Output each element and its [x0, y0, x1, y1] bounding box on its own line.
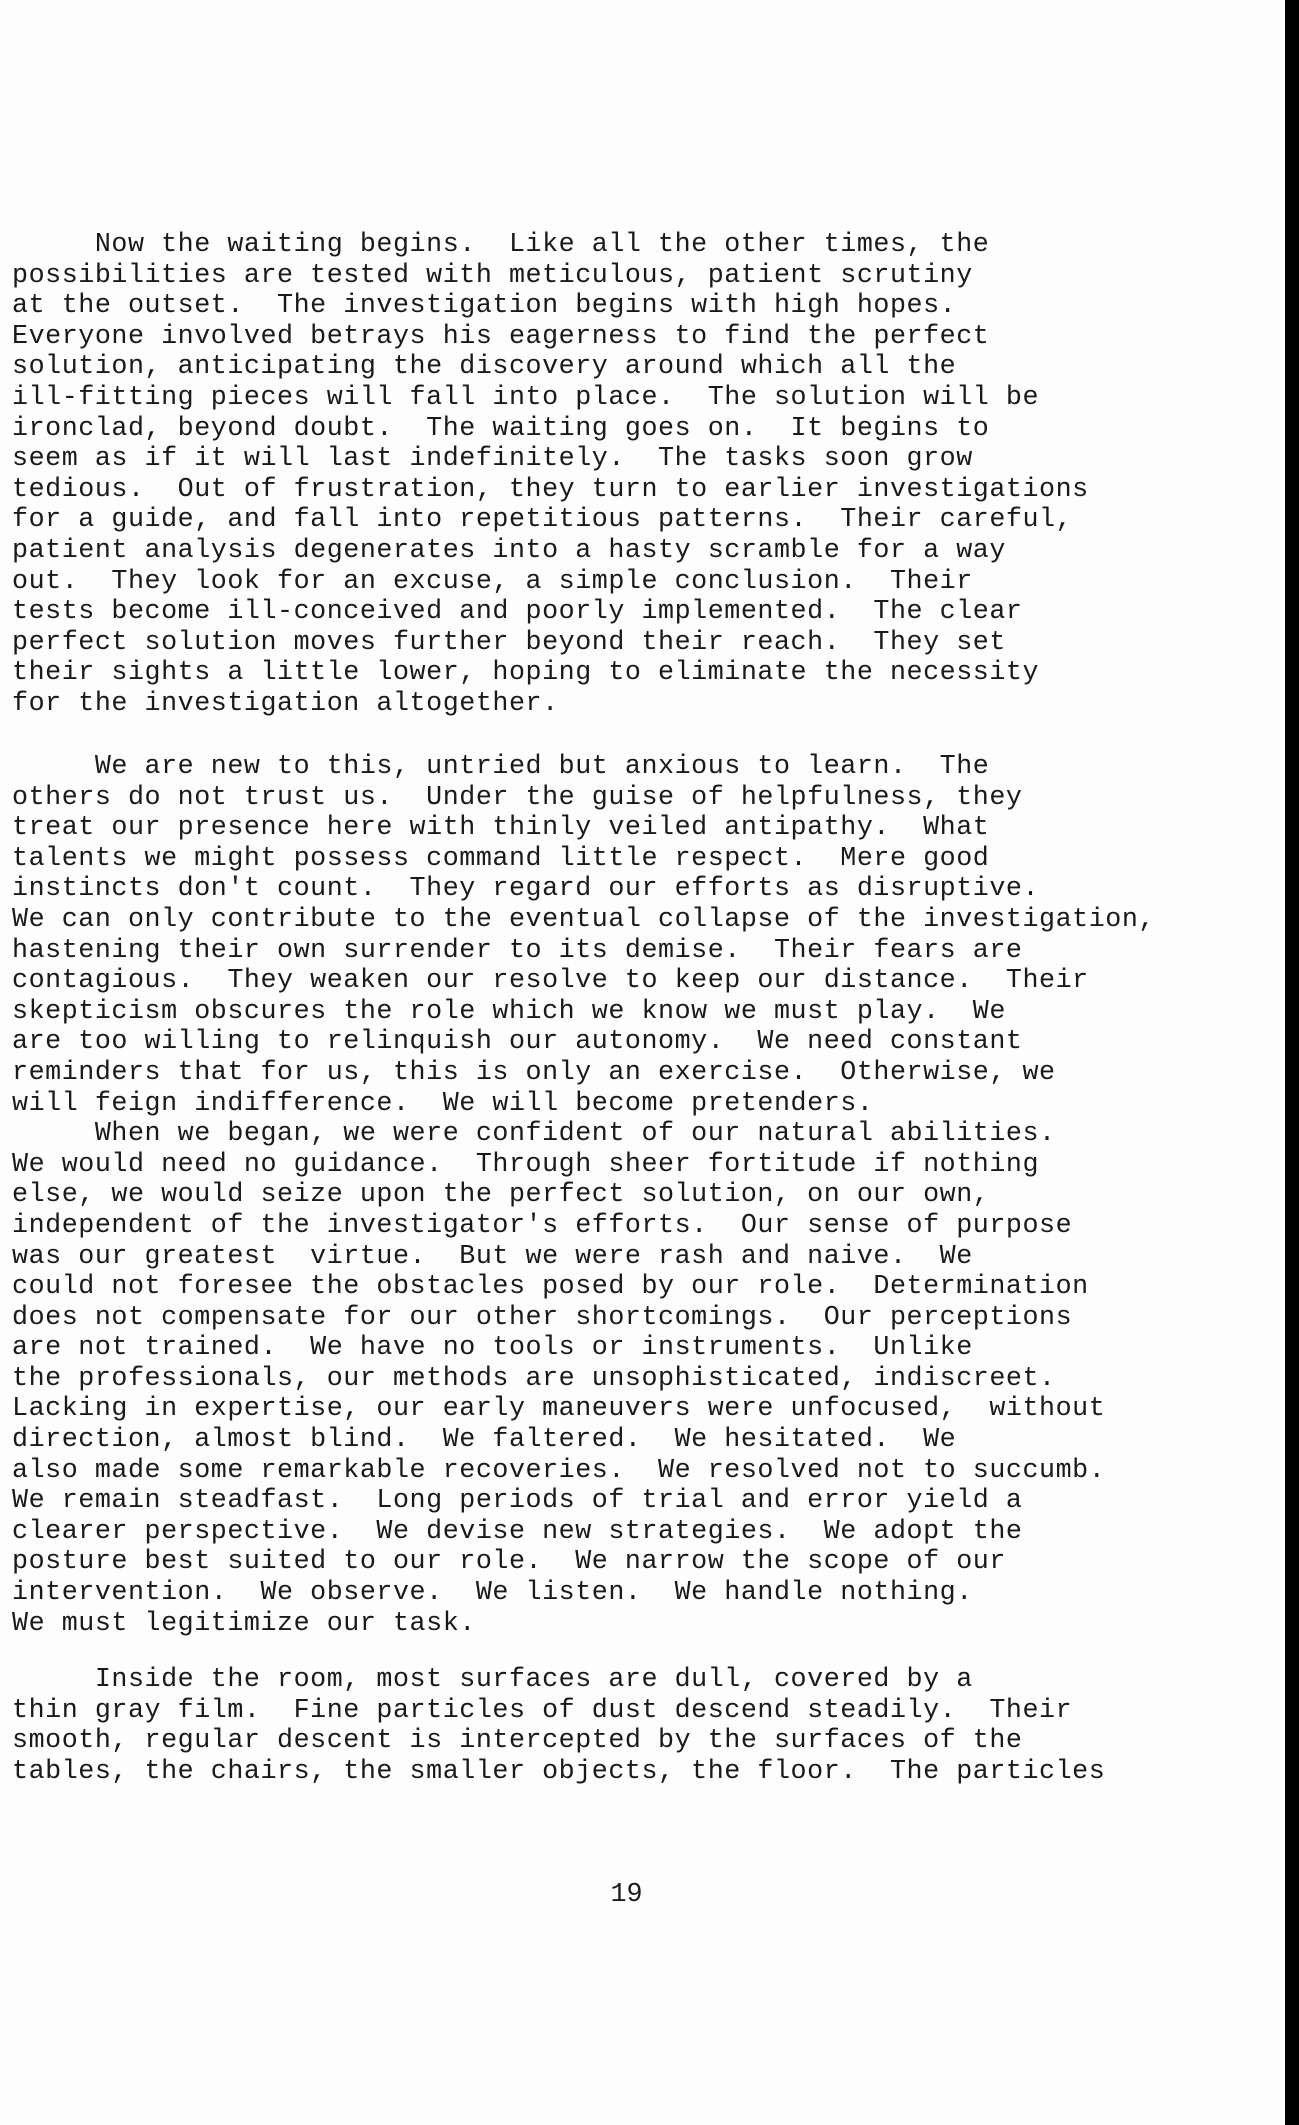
- text-line: We remain steadfast. Long periods of trial and error yield a: [12, 1486, 1023, 1517]
- text-line: tables, the chairs, the smaller objects, the floor. The particles: [12, 1756, 1106, 1787]
- text-line: Everyone involved betrays his eagerness to find the perfect: [12, 321, 990, 352]
- text-line: posture best suited to our role. We narrow the scope of our: [12, 1547, 1006, 1578]
- text-line: could not foresee the obstacles posed by our role. Determination: [12, 1272, 1089, 1303]
- scan-edge-border: [1285, 0, 1299, 2125]
- text-line: for the investigation altogether.: [12, 688, 559, 719]
- text-line: does not compensate for our other shortcomings. Our perceptions: [12, 1302, 1073, 1333]
- text-line: perfect solution moves further beyond their reach. They set: [12, 627, 1006, 658]
- text-line: else, we would seize upon the perfect solution, on our own,: [12, 1180, 990, 1211]
- text-line: solution, anticipating the discovery around which all the: [12, 352, 957, 383]
- text-line: patient analysis degenerates into a hasty scramble for a way: [12, 535, 1006, 566]
- text-line: direction, almost blind. We faltered. We hesitated. We: [12, 1425, 957, 1456]
- text-line: talents we might possess command little respect. Mere good: [12, 843, 990, 874]
- text-line: ill-fitting pieces will fall into place. The solution will be: [12, 382, 1040, 413]
- text-line: also made some remarkable recoveries. We resolved not to succumb.: [12, 1455, 1106, 1486]
- text-line: We are new to this, untried but anxious to learn. The: [12, 752, 990, 782]
- page-number: 19: [610, 1880, 643, 1910]
- text-line: their sights a little lower, hoping to eliminate the necessity: [12, 658, 1040, 689]
- text-line: are not trained. We have no tools or instruments. Unlike: [12, 1333, 973, 1364]
- paragraph-3: [12, 1665, 1262, 1787]
- text-line: intervention. We observe. We listen. We handle nothing.: [12, 1578, 973, 1609]
- text-line: for a guide, and fall into repetitious patterns. Their careful,: [12, 505, 1073, 536]
- text-line: others do not trust us. Under the guise of helpfulness, they: [12, 782, 1023, 813]
- text-line: smooth, regular descent is intercepted by the surfaces of the: [12, 1726, 1023, 1757]
- text-line: reminders that for us, this is only an exercise. Otherwise, we: [12, 1057, 1056, 1088]
- text-line: tedious. Out of frustration, they turn to earlier investigations: [12, 474, 1089, 505]
- text-line: hastening their own surrender to its demise. Their fears are: [12, 935, 1023, 966]
- text-line: are too willing to relinquish our autonomy. We need constant: [12, 1027, 1023, 1058]
- text-line: thin gray film. Fine particles of dust descend steadily. Their: [12, 1695, 1073, 1726]
- paragraph-2: [12, 752, 1262, 1639]
- text-line: clearer perspective. We devise new strategies. We adopt the: [12, 1516, 1023, 1547]
- text-line: at the outset. The investigation begins with high hopes.: [12, 291, 957, 322]
- text-line: possibilities are tested with meticulous, patient scrutiny: [12, 260, 973, 291]
- text-line: skepticism obscures the role which we know we must play. We: [12, 996, 1006, 1027]
- text-line: When we began, we were confident of our natural abilities.: [12, 1119, 1056, 1150]
- text-line: was our greatest virtue. But we were rash and naive. We: [12, 1241, 973, 1272]
- text-line: Inside the room, most surfaces are dull, covered by a: [12, 1665, 973, 1695]
- text-line: instincts don't count. They regard our efforts as disruptive.: [12, 874, 1040, 905]
- text-line: Now the waiting begins. Like all the other times, the: [12, 230, 990, 260]
- paragraph-1: [12, 230, 1262, 720]
- text-line: the professionals, our methods are unsophisticated, indiscreet.: [12, 1363, 1056, 1394]
- text-line: independent of the investigator's efforts. Our sense of purpose: [12, 1210, 1073, 1241]
- text-line: ironclad, beyond doubt. The waiting goes on. It begins to: [12, 413, 990, 444]
- text-line: seem as if it will last indefinitely. The tasks soon grow: [12, 444, 973, 475]
- text-line: contagious. They weaken our resolve to keep our distance. Their: [12, 966, 1089, 997]
- text-line: We must legitimize our task.: [12, 1608, 476, 1639]
- text-line: tests become ill-conceived and poorly implemented. The clear: [12, 597, 1023, 628]
- text-line: will feign indifference. We will become pretenders.: [12, 1088, 874, 1119]
- text-line: out. They look for an excuse, a simple conclusion. Their: [12, 566, 973, 597]
- text-line: We would need no guidance. Through sheer fortitude if nothing: [12, 1149, 1040, 1180]
- text-line: We can only contribute to the eventual collapse of the investigation,: [12, 904, 1155, 935]
- text-line: treat our presence here with thinly veiled antipathy. What: [12, 813, 990, 844]
- text-line: Lacking in expertise, our early maneuvers were unfocused, without: [12, 1394, 1106, 1425]
